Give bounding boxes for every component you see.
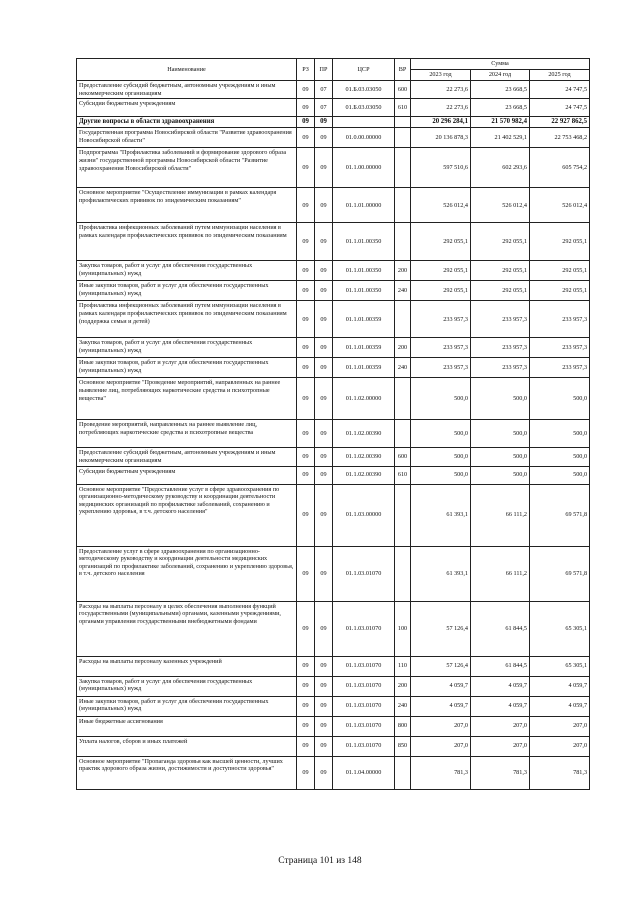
cell-y2024: 61 844,5 (471, 656, 530, 676)
cell-pr: 09 (315, 756, 333, 789)
cell-name: Иные закупки товаров, работ и услуг для обеспечения государственных (муниципальных) нужд (77, 281, 297, 301)
table-row (77, 117, 590, 128)
cell-y2023: 4 059,7 (411, 676, 471, 696)
cell-name: Расходы на выплаты персоналу в целях обеспечения выполнения функций государственными (муниципальными) органами, казенными учреждениями, органами управления государственными внебюджетными фондами (77, 601, 297, 656)
cell-rz: 09 (297, 188, 315, 223)
cell-y2023: 4 059,7 (411, 696, 471, 716)
cell-pr: 09 (315, 378, 333, 420)
table-row (77, 338, 590, 358)
table-row (77, 148, 590, 188)
table-row (77, 448, 590, 466)
cell-name: Иные закупки товаров, работ и услуг для обеспечения государственных (муниципальных) нужд (77, 696, 297, 716)
cell-pr: 09 (315, 261, 333, 281)
cell-y2023: 57 126,4 (411, 656, 471, 676)
cell-y2024: 66 111,2 (471, 484, 530, 546)
cell-vr (395, 301, 411, 338)
cell-y2024: 500,0 (471, 448, 530, 466)
cell-name: Профилактика инфекционных заболеваний путем иммунизации населения в рамках календаря профилактических прививок по эпидемическим показаниям (поддержка семьи и детей) (77, 301, 297, 338)
table-row (77, 358, 590, 378)
cell-vr (395, 484, 411, 546)
cell-y2023: 61 393,1 (411, 546, 471, 601)
cell-y2023: 22 273,6 (411, 99, 471, 117)
cell-name: Предоставление услуг в сфере здравоохранения по организационно-методическому руководству и координации деятельности медицинских организаций по профилактике заболеваний, сохранению и укреплению здоровья, в т.ч. детского населения (77, 546, 297, 601)
cell-y2025: 526 012,4 (530, 188, 590, 223)
cell-y2023: 20 296 284,1 (411, 117, 471, 128)
cell-pr: 09 (315, 188, 333, 223)
cell-csr: 01.Б.03.03050 (333, 99, 395, 117)
cell-rz: 09 (297, 656, 315, 676)
cell-y2025: 22 753 468,2 (530, 128, 590, 148)
cell-pr: 09 (315, 223, 333, 261)
cell-vr: 240 (395, 281, 411, 301)
cell-csr: 01.0.00.00000 (333, 128, 395, 148)
cell-y2025: 24 747,5 (530, 99, 590, 117)
cell-pr: 09 (315, 148, 333, 188)
cell-vr (395, 128, 411, 148)
cell-pr: 09 (315, 716, 333, 736)
cell-rz: 09 (297, 338, 315, 358)
cell-name: Профилактика инфекционных заболеваний путем иммунизации населения в рамках календаря профилактических прививок по эпидемическим показаниям (77, 223, 297, 261)
cell-name: Уплата налогов, сборов и иных платежей (77, 736, 297, 756)
cell-name: Закупка товаров, работ и услуг для обеспечения государственных (муниципальных) нужд (77, 338, 297, 358)
cell-y2025: 233 957,3 (530, 301, 590, 338)
cell-csr (333, 117, 395, 128)
cell-name: Предоставление субсидий бюджетным, автономным учреждениям и иным некоммерческим организациям (77, 448, 297, 466)
table-row (77, 756, 590, 789)
cell-y2023: 597 510,6 (411, 148, 471, 188)
cell-pr: 09 (315, 466, 333, 484)
cell-y2024: 526 012,4 (471, 188, 530, 223)
cell-pr: 09 (315, 301, 333, 338)
cell-y2024: 292 055,1 (471, 261, 530, 281)
cell-name: Закупка товаров, работ и услуг для обеспечения государственных (муниципальных) нужд (77, 676, 297, 696)
cell-name: Основное мероприятие "Осуществление иммунизации в рамках календаря профилактических прививок по эпидемическим показаниям" (77, 188, 297, 223)
cell-csr: 01.1.02.00390 (333, 466, 395, 484)
cell-pr: 09 (315, 448, 333, 466)
table-row (77, 301, 590, 338)
cell-pr: 09 (315, 696, 333, 716)
table-row (77, 601, 590, 656)
cell-y2025: 24 747,5 (530, 81, 590, 99)
cell-y2023: 526 012,4 (411, 188, 471, 223)
cell-rz: 09 (297, 81, 315, 99)
cell-csr: 01.1.01.00350 (333, 223, 395, 261)
cell-y2025: 69 571,8 (530, 546, 590, 601)
cell-name: Предоставление субсидий бюджетным, автономным учреждениям и иным некоммерческим организациям (77, 81, 297, 99)
cell-y2023: 233 957,3 (411, 358, 471, 378)
cell-y2023: 20 136 878,3 (411, 128, 471, 148)
cell-csr: 01.1.02.00000 (333, 378, 395, 420)
cell-rz: 09 (297, 117, 315, 128)
cell-y2023: 22 273,6 (411, 81, 471, 99)
cell-vr: 100 (395, 601, 411, 656)
cell-pr: 07 (315, 99, 333, 117)
cell-vr: 240 (395, 358, 411, 378)
header-2025: 2025 год (530, 70, 590, 81)
cell-csr: 01.1.01.00000 (333, 188, 395, 223)
cell-rz: 09 (297, 601, 315, 656)
table-row (77, 261, 590, 281)
header-pr: ПР (315, 59, 333, 81)
cell-rz: 09 (297, 448, 315, 466)
cell-y2025: 292 055,1 (530, 261, 590, 281)
cell-name: Закупка товаров, работ и услуг для обеспечения государственных (муниципальных) нужд (77, 261, 297, 281)
cell-y2025: 605 754,2 (530, 148, 590, 188)
header-csr: ЦСР (333, 59, 395, 81)
cell-y2025: 207,0 (530, 716, 590, 736)
cell-y2024: 61 844,5 (471, 601, 530, 656)
cell-y2025: 292 055,1 (530, 223, 590, 261)
cell-y2023: 207,0 (411, 716, 471, 736)
cell-csr: 01.Б.03.03050 (333, 81, 395, 99)
cell-y2025: 207,0 (530, 736, 590, 756)
cell-name: Основное мероприятие "Предоставление услуг в сфере здравоохранения по организационно-методическому руководству и координации деятельности медицинских организаций по профилактике заболеваний, сохранению и укреплению здоровья, в т.ч. детского населения" (77, 484, 297, 546)
cell-vr: 610 (395, 466, 411, 484)
cell-y2024: 602 293,6 (471, 148, 530, 188)
cell-y2025: 500,0 (530, 378, 590, 420)
header-2024: 2024 год (471, 70, 530, 81)
table-row (77, 676, 590, 696)
cell-y2024: 500,0 (471, 378, 530, 420)
cell-rz: 09 (297, 756, 315, 789)
cell-csr: 01.1.03.01070 (333, 716, 395, 736)
cell-name: Субсидии бюджетным учреждениям (77, 466, 297, 484)
cell-csr: 01.1.03.01070 (333, 736, 395, 756)
cell-y2024: 207,0 (471, 716, 530, 736)
cell-pr: 09 (315, 676, 333, 696)
cell-pr: 09 (315, 546, 333, 601)
cell-rz: 09 (297, 99, 315, 117)
cell-y2025: 22 927 862,5 (530, 117, 590, 128)
cell-pr: 09 (315, 128, 333, 148)
cell-vr: 110 (395, 656, 411, 676)
cell-rz: 09 (297, 128, 315, 148)
cell-vr (395, 378, 411, 420)
cell-name: Расходы на выплаты персоналу казенных учреждений (77, 656, 297, 676)
cell-vr: 240 (395, 696, 411, 716)
cell-y2024: 21 402 529,1 (471, 128, 530, 148)
cell-rz: 09 (297, 546, 315, 601)
cell-vr: 600 (395, 81, 411, 99)
cell-csr: 01.1.03.01070 (333, 676, 395, 696)
cell-rz: 09 (297, 301, 315, 338)
cell-y2025: 500,0 (530, 420, 590, 448)
cell-name: Основное мероприятие "Проведение мероприятий, направленных на раннее выявление лиц, потребляющих наркотические средства и психотропные вещества" (77, 378, 297, 420)
table-row (77, 656, 590, 676)
cell-rz: 09 (297, 466, 315, 484)
cell-pr: 09 (315, 484, 333, 546)
cell-name: Подпрограмма "Профилактика заболеваний и формирование здорового образа жизни" государственной программы Новосибирской области "Развитие здравоохранения Новосибирской области" (77, 148, 297, 188)
cell-rz: 09 (297, 358, 315, 378)
cell-y2024: 500,0 (471, 466, 530, 484)
cell-vr: 800 (395, 716, 411, 736)
cell-y2025: 781,3 (530, 756, 590, 789)
cell-pr: 09 (315, 281, 333, 301)
cell-y2025: 500,0 (530, 448, 590, 466)
table-row (77, 466, 590, 484)
cell-y2024: 207,0 (471, 736, 530, 756)
cell-y2023: 233 957,3 (411, 338, 471, 358)
cell-csr: 01.1.03.00000 (333, 484, 395, 546)
cell-y2023: 500,0 (411, 466, 471, 484)
cell-csr: 01.1.03.01070 (333, 696, 395, 716)
cell-pr: 09 (315, 117, 333, 128)
cell-y2023: 500,0 (411, 420, 471, 448)
cell-y2024: 233 957,3 (471, 358, 530, 378)
table-row (77, 99, 590, 117)
cell-y2024: 4 059,7 (471, 676, 530, 696)
cell-y2024: 23 668,5 (471, 99, 530, 117)
page-number: Страница 101 из 148 (278, 856, 362, 866)
cell-csr: 01.1.02.00390 (333, 448, 395, 466)
table-row (77, 128, 590, 148)
cell-vr (395, 420, 411, 448)
cell-y2024: 21 570 982,4 (471, 117, 530, 128)
cell-rz: 09 (297, 261, 315, 281)
cell-y2024: 66 111,2 (471, 546, 530, 601)
cell-pr: 09 (315, 358, 333, 378)
cell-name: Проведение мероприятий, направленных на раннее выявление лиц, потребляющих наркотические средства и психотропные вещества (77, 420, 297, 448)
table-row (77, 281, 590, 301)
cell-vr: 850 (395, 736, 411, 756)
cell-vr (395, 756, 411, 789)
header-2023: 2023 год (411, 70, 471, 81)
cell-name: Иные бюджетные ассигнования (77, 716, 297, 736)
cell-csr: 01.1.04.00000 (333, 756, 395, 789)
cell-vr (395, 223, 411, 261)
cell-vr (395, 117, 411, 128)
cell-csr: 01.1.01.00359 (333, 301, 395, 338)
cell-y2023: 500,0 (411, 378, 471, 420)
cell-name: Субсидии бюджетным учреждениям (77, 99, 297, 117)
cell-y2023: 233 957,3 (411, 301, 471, 338)
cell-y2025: 4 059,7 (530, 676, 590, 696)
header-sum: Сумма (411, 59, 590, 70)
cell-y2025: 65 305,1 (530, 656, 590, 676)
cell-y2024: 292 055,1 (471, 223, 530, 261)
table-body (77, 81, 590, 790)
cell-y2024: 781,3 (471, 756, 530, 789)
cell-y2025: 69 571,8 (530, 484, 590, 546)
cell-vr (395, 148, 411, 188)
cell-y2025: 233 957,3 (530, 358, 590, 378)
table-row (77, 484, 590, 546)
budget-table (76, 58, 590, 790)
cell-y2025: 65 305,1 (530, 601, 590, 656)
cell-vr: 610 (395, 99, 411, 117)
cell-y2023: 292 055,1 (411, 223, 471, 261)
table-row (77, 736, 590, 756)
header-rz: РЗ (297, 59, 315, 81)
cell-y2025: 233 957,3 (530, 338, 590, 358)
cell-rz: 09 (297, 148, 315, 188)
cell-rz: 09 (297, 676, 315, 696)
cell-y2023: 781,3 (411, 756, 471, 789)
cell-y2023: 292 055,1 (411, 261, 471, 281)
cell-csr: 01.1.03.01070 (333, 546, 395, 601)
cell-y2023: 207,0 (411, 736, 471, 756)
cell-name: Основное мероприятие "Пропаганда здоровья как высшей ценности, лучших практик здорового образа жизни, достижимости и доступности здоровья" (77, 756, 297, 789)
cell-rz: 09 (297, 420, 315, 448)
table-row (77, 420, 590, 448)
cell-y2024: 23 668,5 (471, 81, 530, 99)
cell-csr: 01.1.01.00359 (333, 358, 395, 378)
cell-csr: 01.1.02.00390 (333, 420, 395, 448)
cell-rz: 09 (297, 281, 315, 301)
table-row (77, 378, 590, 420)
cell-vr: 600 (395, 448, 411, 466)
cell-vr (395, 188, 411, 223)
cell-name: Другие вопросы в области здравоохранения (77, 117, 297, 128)
cell-pr: 09 (315, 420, 333, 448)
cell-csr: 01.1.00.00000 (333, 148, 395, 188)
table-row (77, 546, 590, 601)
cell-csr: 01.1.01.00350 (333, 261, 395, 281)
header-name: Наименование (77, 59, 297, 81)
cell-vr: 200 (395, 676, 411, 696)
cell-csr: 01.1.01.00350 (333, 281, 395, 301)
cell-vr: 200 (395, 338, 411, 358)
table-row (77, 716, 590, 736)
cell-rz: 09 (297, 736, 315, 756)
cell-pr: 09 (315, 338, 333, 358)
cell-pr: 09 (315, 656, 333, 676)
table-row (77, 81, 590, 99)
cell-y2024: 4 059,7 (471, 696, 530, 716)
cell-rz: 09 (297, 716, 315, 736)
cell-name: Государственная программа Новосибирской области "Развитие здравоохранения Новосибирской области" (77, 128, 297, 148)
cell-csr: 01.1.03.01070 (333, 656, 395, 676)
cell-rz: 09 (297, 223, 315, 261)
table-row (77, 696, 590, 716)
cell-y2023: 500,0 (411, 448, 471, 466)
cell-y2024: 233 957,3 (471, 338, 530, 358)
cell-pr: 07 (315, 81, 333, 99)
cell-y2023: 57 126,4 (411, 601, 471, 656)
cell-name: Иные закупки товаров, работ и услуг для обеспечения государственных (муниципальных) нужд (77, 358, 297, 378)
cell-rz: 09 (297, 378, 315, 420)
cell-y2025: 4 059,7 (530, 696, 590, 716)
cell-y2023: 292 055,1 (411, 281, 471, 301)
cell-y2025: 500,0 (530, 466, 590, 484)
cell-y2024: 233 957,3 (471, 301, 530, 338)
table-row (77, 188, 590, 223)
cell-rz: 09 (297, 696, 315, 716)
cell-pr: 09 (315, 736, 333, 756)
cell-y2025: 292 055,1 (530, 281, 590, 301)
cell-y2023: 61 393,1 (411, 484, 471, 546)
cell-csr: 01.1.03.01070 (333, 601, 395, 656)
cell-y2024: 500,0 (471, 420, 530, 448)
cell-y2024: 292 055,1 (471, 281, 530, 301)
table-row (77, 223, 590, 261)
header-vr: ВР (395, 59, 411, 81)
cell-vr (395, 546, 411, 601)
cell-csr: 01.1.01.00359 (333, 338, 395, 358)
cell-vr: 200 (395, 261, 411, 281)
cell-pr: 09 (315, 601, 333, 656)
cell-rz: 09 (297, 484, 315, 546)
